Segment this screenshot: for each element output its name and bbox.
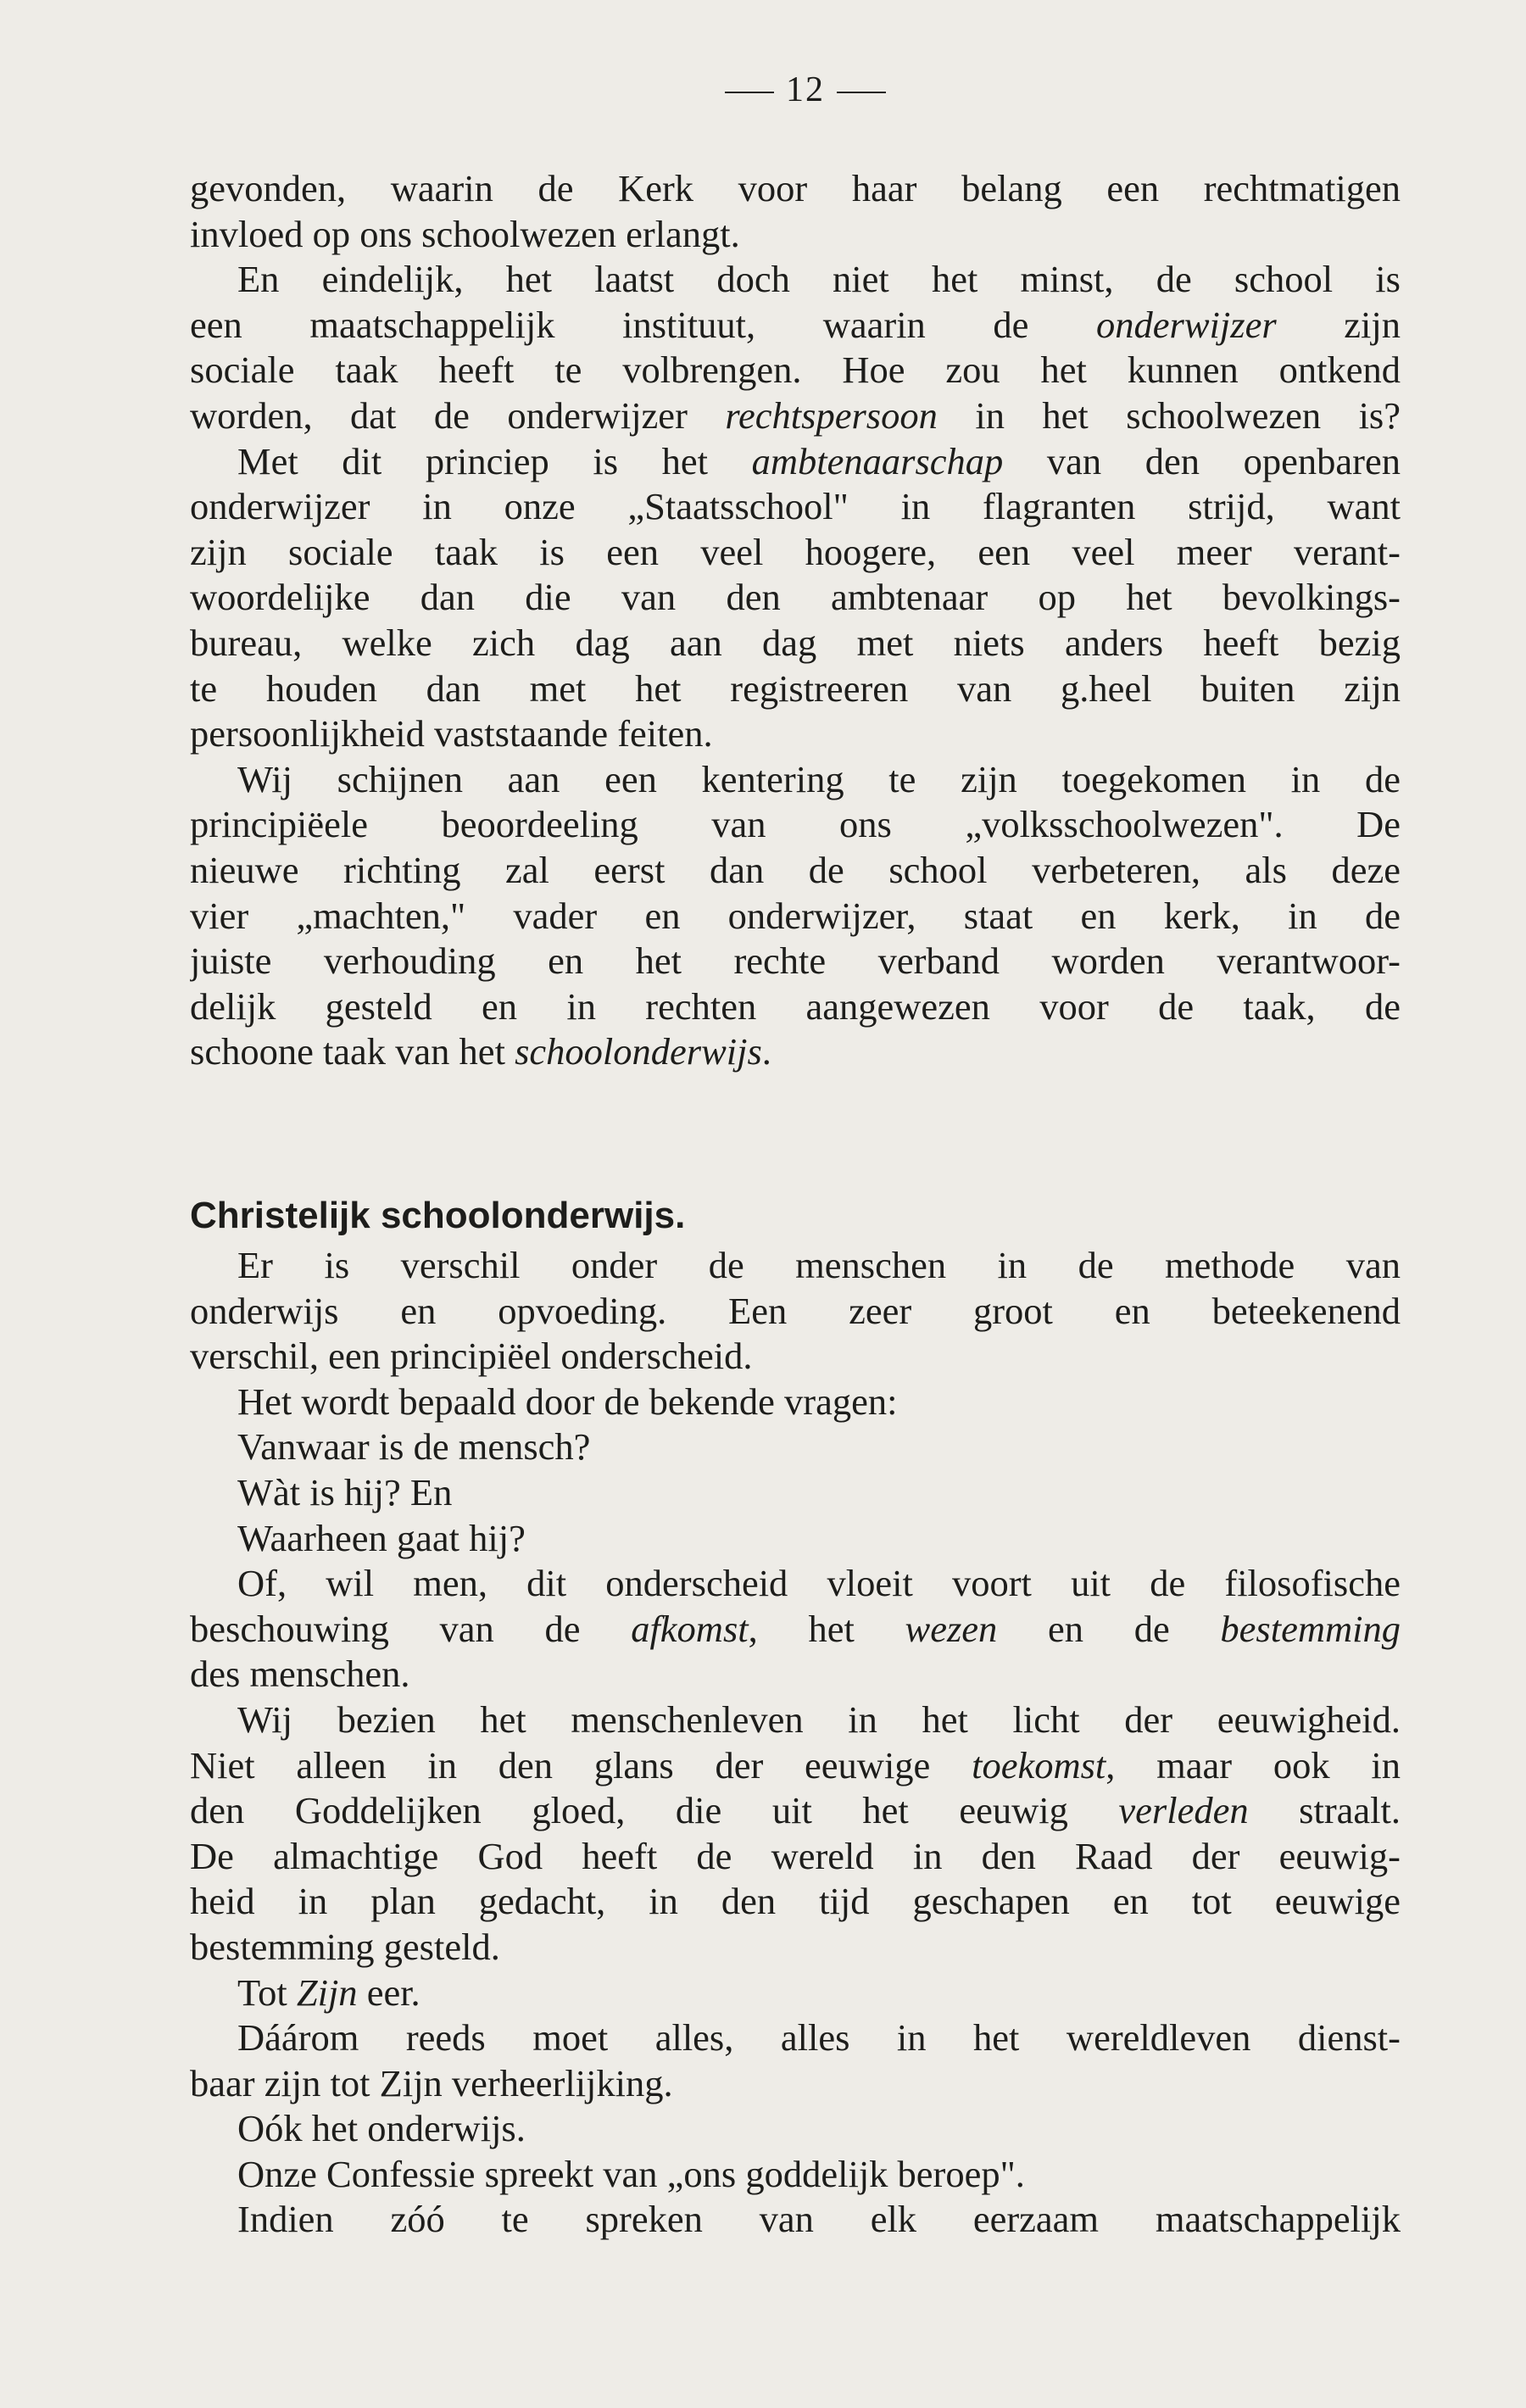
text-line: Onze Confessie spreekt van „ons goddelijk beroep". [237, 2152, 1025, 2195]
text-line: vier „machten," vader en onderwijzer, staat en kerk, in de [190, 894, 1401, 937]
text-line: onderwijs en opvoeding. Een zeer groot en beteekenend [190, 1289, 1401, 1332]
text-line: Wij schijnen aan een kentering te zijn toegekomen in de [237, 757, 1401, 800]
text-line: Er is verschil onder de menschen in de methode van [237, 1244, 1401, 1286]
text-line: heid in plan gedacht, in den tijd geschapen en tot eeuwige [190, 1880, 1401, 1923]
page-number-text: 12 [786, 70, 825, 109]
text-line: beschouwing van de afkomst, het wezen en de bestemming [190, 1607, 1401, 1650]
text-line: een maatschappelijk instituut, waarin de onderwijzer zijn [190, 303, 1401, 346]
text-line: bestemming gesteld. [190, 1925, 500, 1968]
text-line: schoone taak van het schoolonderwijs. [190, 1030, 771, 1073]
page-number-dash-left [725, 92, 774, 93]
text-line: persoonlijkheid vaststaande feiten. [190, 712, 713, 755]
text-line: Met dit princiep is het ambtenaarschap van den openbaren [237, 439, 1401, 482]
text-line: bureau, welke zich dag aan dag met niets anders heeft bezig [190, 621, 1401, 664]
section-christelijk-schoolonderwijs [190, 1190, 1401, 2243]
text-line: worden, dat de onderwijzer rechtspersoon in het schoolwezen is? [190, 393, 1401, 437]
text-line: En eindelijk, het laatst doch niet het minst, de school is [237, 258, 1401, 301]
text-line: invloed op ons schoolwezen erlangt. [190, 212, 740, 255]
text-line: Tot Zijn eer. [237, 1970, 420, 2014]
text-line: Vanwaar is de mensch? [237, 1425, 591, 1469]
text-line: zijn sociale taak is een veel hoogere, een veel meer verant- [190, 530, 1401, 573]
text-line: Waarheen gaat hij? [237, 1516, 526, 1559]
text-line: Of, wil men, dit onderscheid vloeit voort uit de filosofische [237, 1562, 1401, 1605]
text-line: woordelijke dan die van den ambtenaar op het bevolkings- [190, 576, 1401, 619]
text-line: des menschen. [190, 1653, 410, 1696]
text-line: juiste verhouding en het rechte verband worden verantwoor- [190, 939, 1401, 983]
text-line: nieuwe richting zal eerst dan de school verbeteren, als deze [190, 848, 1401, 891]
text-line: delijk gesteld en in rechten aangewezen voor de taak, de [190, 984, 1401, 1028]
text-line: Het wordt bepaald door de bekende vragen: [237, 1380, 898, 1423]
text-line: te houden dan met het registreeren van g.heel buiten zijn [190, 666, 1401, 710]
text-line: verschil, een principiëel onderscheid. [190, 1335, 753, 1378]
section-body-text [190, 1243, 1401, 2243]
text-line: sociale taak heeft te volbrengen. Hoe zou het kunnen ontkend [190, 348, 1401, 392]
page-number [0, 70, 1526, 110]
section-heading: Christelijk schoolonderwijs. [190, 1195, 686, 1236]
text-line: Wàt is hij? En [237, 1470, 453, 1513]
body-text-block [190, 166, 1401, 1075]
text-line: onderwijzer in onze „Staatsschool" in flagranten strijd, want [190, 485, 1401, 528]
text-line: Wij bezien het menschenleven in het licht der eeuwigheid. [237, 1697, 1401, 1741]
text-line: den Goddelijken gloed, die uit het eeuwig verleden straalt. [190, 1789, 1401, 1832]
text-line: Dáárom reeds moet alles, alles in het wereldleven dienst- [237, 2016, 1401, 2060]
text-line: Oók het onderwijs. [237, 2107, 526, 2150]
text-line: baar zijn tot Zijn verheerlijking. [190, 2061, 673, 2104]
text-line: Niet alleen in den glans der eeuwige toekomst, maar ook in [190, 1743, 1401, 1786]
text-line: principiëele beoordeeling van ons „volksschoolwezen". De [190, 803, 1401, 846]
text-line: gevonden, waarin de Kerk voor haar belang een rechtmatigen [190, 167, 1401, 209]
text-line: De almachtige God heeft de wereld in den Raad der eeuwig- [190, 1834, 1401, 1877]
text-line: Indien zóó te spreken van elk eerzaam maatschappelijk [237, 2198, 1401, 2241]
page-number-dash-right [837, 92, 886, 93]
